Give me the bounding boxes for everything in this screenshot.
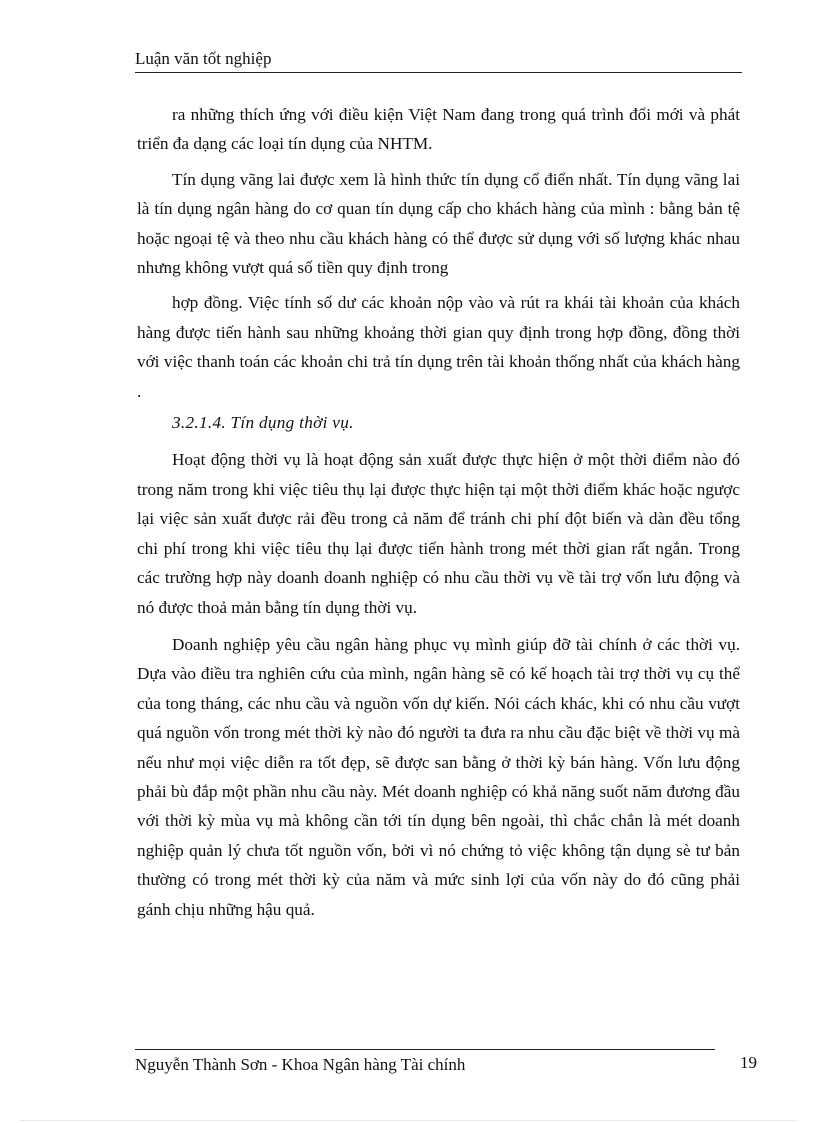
- paragraph-4: Hoạt động thời vụ là hoạt động sản xuất được thực hiện ở một thời điểm nào đó trong năm trong khi việc tiêu thụ lại được thực hiện tại một thời điểm khác hoặc ngược lại việc sản xuất được rải đều trong cả năm để tránh chi phí đột biến và dàn đều tổng chi phí trong khi việc tiêu thụ lại được tiến hành trong mét thời gian rất ngắn. Trong các trường hợp này doanh doanh nghiệp có nhu cầu thời vụ về tài trợ vốn lưu động và nó được thoả mản bằng tín dụng thời vụ.: [137, 450, 740, 617]
- footer-rule: [135, 1049, 715, 1050]
- paragraph-1: ra những thích ứng với điều kiện Việt Nam đang trong quá trình đổi mới và phát triển đa dạng các loại tín dụng của NHTM.: [137, 105, 740, 154]
- page-number: 19: [740, 1053, 757, 1072]
- header-title: Luận văn tốt nghiệp: [135, 49, 272, 68]
- page-edge-divider: [20, 1120, 796, 1121]
- paragraph-2: Tín dụng vãng lai được xem là hình thức tín dụng cổ điển nhất. Tín dụng vãng lai là tín dụng ngân hàng do cơ quan tín dụng cấp cho khách hàng của mình : bằng bản tệ hoặc ngoại tệ và theo nhu cầu khách hàng có thể được sử dụng với số lượng khác nhau nhưng không vượt quá số tiền quy định trong: [137, 169, 740, 278]
- paragraph-5: Doanh nghiệp yêu cầu ngân hàng phục vụ mình giúp đỡ tài chính ở các thời vụ. Dựa vào điều tra nghiên cứu của mình, ngân hàng sẽ có kế hoạch tài trợ thời vụ cụ thể của tong tháng, các nhu cầu và nguồn vốn dự kiến. Nói cách khác, khi có nhu cầu vượt quá nguồn vốn trong mét thời kỳ nào đó người ta đưa ra nhu cầu đặc biệt về thời vụ mà nếu như mọi việc diễn ra tốt đẹp, sẽ được san bằng ở thời kỳ bán hàng. Vốn lưu động phải bù đắp một phần nhu cầu này. Mét doanh nghiệp có khả năng suốt năm đương đầu với thời kỳ mùa vụ mà không cần tới tín dụng bên ngoài, thì chắc chắn là mét doanh nghiệp quản lý chưa tốt nguồn vốn, bởi vì nó chứng tỏ việc không tận dụng sè tư bản thường có trong mét thời kỳ của năm và mức sinh lợi của vốn này do đó cũng phải gánh chịu những hậu quả.: [137, 634, 740, 919]
- section-subheading: 3.2.1.4. Tín dụng thời vụ.: [172, 413, 354, 433]
- page-body: [137, 100, 740, 924]
- running-header: [135, 48, 742, 73]
- paragraph-3: hợp đồng. Việc tính số dư các khoản nộp vào và rút ra khái tài khoản của khách hàng được tiến hành sau những khoảng thời gian quy định trong hợp đồng, đồng thời với việc thanh toán các khoản chi trả tín dụng trên tài khoản thống nhất của khách hàng .: [137, 293, 740, 401]
- footer-author: Nguyễn Thành Sơn - Khoa Ngân hàng Tài chính: [135, 1055, 466, 1074]
